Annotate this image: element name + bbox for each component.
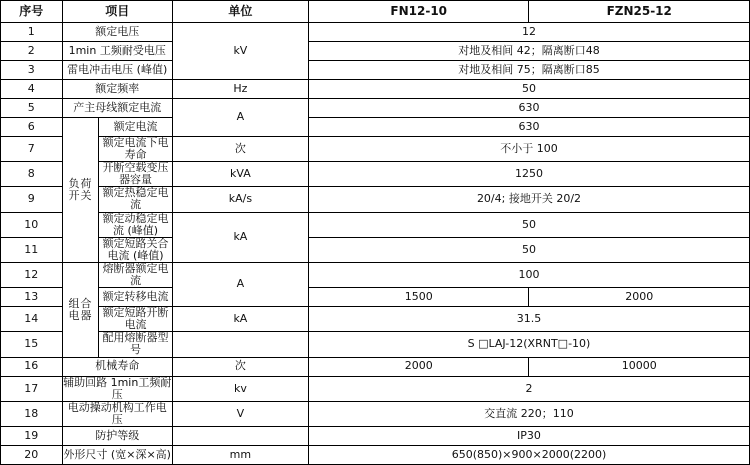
row-no: 3 (1, 61, 63, 80)
row-item: 熔断器额定电流 (99, 262, 173, 287)
row-item: 雷电冲击电压 (峰值) (62, 61, 172, 80)
row-no: 1 (1, 23, 63, 42)
header-unit: 单位 (172, 1, 308, 23)
table-row (1, 162, 750, 187)
header-model-fzn25: FZN25-12 (529, 1, 750, 23)
table-header-row (1, 1, 750, 23)
row-value: 50 (308, 80, 749, 99)
row-item: 外形尺寸 (宽×深×高) (62, 445, 172, 464)
row-unit (172, 426, 308, 445)
row-value: IP30 (308, 426, 749, 445)
row-item: 额定频率 (62, 80, 172, 99)
table-row (1, 61, 750, 80)
row-no: 9 (1, 187, 63, 212)
table-row (1, 376, 750, 401)
row-item: 辅助回路 1min工频耐压 (63, 375, 172, 401)
group-label-line2: 电器 (68, 308, 93, 322)
row-item: 额定动稳定电流 (峰值) (99, 212, 173, 237)
row-unit: A (172, 262, 308, 306)
row-item: 电动操动机构工作电压 (62, 401, 172, 426)
row-unit: V (172, 401, 308, 426)
row-value-fzn25: 10000 (529, 357, 750, 376)
table-row (1, 262, 750, 287)
row-unit: Hz (172, 80, 308, 99)
row-unit: kV (172, 23, 308, 80)
row-item: 配用熔断器型号 (99, 332, 173, 357)
group-label-combination-apparatus (62, 262, 99, 357)
row-unit: kA/s (172, 187, 308, 212)
group-label-line1: 负荷 (68, 176, 93, 190)
group-label-line2: 开关 (68, 188, 93, 202)
row-value: 31.5 (308, 307, 749, 332)
row-item: 1min 工频耐受电压 (62, 42, 172, 61)
row-no: 5 (1, 99, 63, 118)
table-row (1, 401, 750, 426)
row-no: 8 (1, 162, 63, 187)
row-item: 额定电压 (62, 23, 172, 42)
table-row (1, 80, 750, 99)
row-no: 11 (1, 237, 63, 262)
row-unit: mm (172, 445, 308, 464)
row-unit: kA (172, 307, 308, 332)
row-value: 对地及相间 42；隔离断口48 (308, 42, 749, 61)
row-value: 100 (308, 262, 749, 287)
row-unit: 次 (172, 357, 308, 376)
row-value-fn12: 2000 (308, 357, 528, 376)
table-row (1, 212, 750, 237)
table-row (1, 42, 750, 61)
row-item: 开断空载变压器容量 (99, 162, 173, 187)
row-no: 20 (1, 445, 63, 464)
table-row (1, 237, 750, 262)
table-row (1, 307, 750, 332)
row-no: 7 (1, 137, 63, 162)
row-item: 产主母线额定电流 (62, 99, 172, 118)
header-item: 项目 (62, 1, 172, 23)
row-no: 13 (1, 288, 63, 307)
header-model-fn12: FN12-10 (308, 1, 528, 23)
row-item: 防护等级 (62, 426, 172, 445)
row-value: 630 (308, 99, 749, 118)
row-no: 6 (1, 118, 63, 137)
row-unit: kA (172, 212, 308, 262)
row-no: 15 (1, 332, 63, 357)
row-value-fn12: 1500 (308, 288, 528, 307)
table-row (1, 187, 750, 212)
row-unit: A (172, 99, 308, 137)
row-no: 18 (1, 401, 63, 426)
row-item: 机械寿命 (62, 357, 172, 376)
row-item: 额定短路关合电流 (峰值) (99, 237, 173, 262)
table-row (1, 445, 750, 464)
row-item: 额定电流 (99, 118, 173, 137)
row-item: 额定短路开断电流 (99, 307, 173, 332)
row-no: 2 (1, 42, 63, 61)
row-no: 12 (1, 262, 63, 287)
table-body (1, 23, 750, 465)
table-row (1, 99, 750, 118)
table-row (1, 118, 750, 137)
row-no: 17 (1, 376, 63, 401)
row-no: 4 (1, 80, 63, 99)
row-no: 10 (1, 212, 63, 237)
row-unit: kVA (172, 162, 308, 187)
header-no: 序号 (1, 1, 63, 23)
row-value: 2 (308, 376, 749, 401)
group-label-load-switch (62, 118, 99, 263)
row-item: 额定电流下电寿命 (99, 137, 173, 162)
row-unit: 次 (172, 137, 308, 162)
table-row (1, 288, 750, 307)
row-item: 额定转移电流 (99, 288, 173, 307)
row-item: 额定热稳定电流 (99, 187, 173, 212)
row-value: 不小于 100 (308, 137, 749, 162)
row-value: 650(850)×900×2000(2200) (308, 445, 749, 464)
row-value: 20/4; 接地开关 20/2 (308, 187, 749, 212)
row-value: 对地及相间 75；隔离断口85 (308, 61, 749, 80)
row-value: 630 (308, 118, 749, 137)
row-value: 交直流 220；110 (308, 401, 749, 426)
row-unit (172, 332, 308, 357)
table-row (1, 426, 750, 445)
row-value: 50 (308, 237, 749, 262)
table-row (1, 137, 750, 162)
row-no: 14 (1, 307, 63, 332)
row-no: 16 (1, 357, 63, 376)
table-row (1, 332, 750, 357)
row-no: 19 (1, 426, 63, 445)
table-row (1, 357, 750, 376)
row-value-fzn25: 2000 (529, 288, 750, 307)
row-value: 1250 (308, 162, 749, 187)
table-row (1, 23, 750, 42)
row-value: S □LAJ-12(XRNT□-10) (308, 332, 749, 357)
row-value: 50 (308, 212, 749, 237)
row-value: 12 (308, 23, 749, 42)
row-unit: kv (172, 376, 308, 401)
group-label-line1: 组合 (68, 296, 93, 310)
table-header (1, 1, 750, 23)
